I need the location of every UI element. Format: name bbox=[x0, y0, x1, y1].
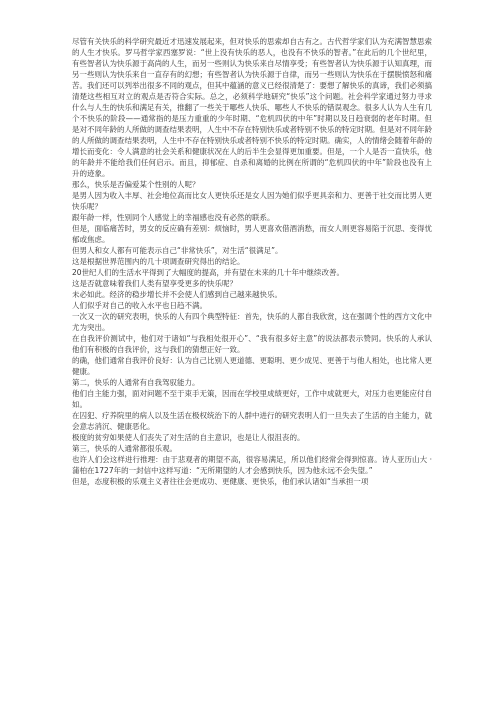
paragraph: 但是，面临痛苦时，男女的反应确有差别：烦恼时，男人更喜欢借酒消愁，而女人则更容易陷于沉思、变得忧郁或焦虑。 bbox=[72, 224, 432, 244]
paragraph: 在囚犯、疗养院里的病人以及生活在极权统治下的人群中进行的研究表明人们一旦失去了生活的自主能力，就会意志消沉、健康恶化。 bbox=[72, 411, 432, 431]
paragraph: 但是，态度积极的乐观主义者往往会更成功、更健康、更快乐，他们承认诸如“当承担一项 bbox=[72, 477, 369, 486]
paragraph: 第三，快乐的人通常都很乐观。 bbox=[72, 444, 177, 453]
paragraph: 但男人和女人都有可能表示自己“非常快乐”，对生活“很满足”。 bbox=[72, 246, 283, 255]
paragraph: 在自我评价测试中，他们对于诸如“与我相处很开心”、“我有很多好主意”的说法都表示赞同。快乐的人承认他们有积极的自我评价，这与我们的猜想正好一致。 bbox=[72, 334, 432, 354]
paragraph: 这是否就意味着我们人类有望享受更多的快乐呢？ bbox=[72, 279, 237, 288]
paragraph: 一次又一次的研究表明，快乐的人有四个典型特征：首先，快乐的人都自我欣赏，这在强调个性的西方文化中尤为突出。 bbox=[72, 312, 432, 332]
paragraph: 人们似乎对自己的收入水平也日趋不满。 bbox=[72, 301, 207, 310]
paragraph: 的确，他们通常自我评价良好：认为自己比别人更道德、更聪明、更少成见、更善于与他人相处，也比常人更健康。 bbox=[72, 356, 432, 376]
paragraph: 这是根据世界范围内的几十项调查研究得出的结论。 bbox=[72, 257, 245, 266]
paragraph: 20世纪人们的生活水平得到了大幅度的提高，并有望在未来的几十年中继续改善。 bbox=[72, 268, 345, 277]
document-body bbox=[72, 36, 432, 487]
paragraph: 第二，快乐的人通常有自我驾驭能力。 bbox=[72, 378, 200, 387]
paragraph: 尽管有关快乐的科学研究最近才迅速发展起来，但对快乐的思索却自古有之。古代哲学家们认为充满智慧思索的人生才快乐。罗马哲学家西塞罗说：“世上没有快乐的恶人，也没有不快乐的智者。”在此后的几个世纪里，有些智者认为快乐源于高尚的人生，而另一些则认为快乐来自尽情享受；有些智者认为快乐源于认知真理，而另一些则认为快乐来自一直存有的幻想；有些智者认为快乐源于自律，而另一些则认为快乐在于摆脱愤怒和痛苦。我们还可以列举出很多不同的观点，但其中蕴涵的意义已经很清楚了：要想了解快乐的真谛，我们必须搞清楚这些相互对立的观点是否符合实际。总之，必须科学地研究“快乐”这个问题。社会科学家通过努力寻求什么与人生的快乐和满足有关，推翻了一些关于哪些人快乐、哪些人不快乐的错误观念。很多人认为人生有几个不快乐的阶段——通常指的是压力重重的少年时期、“危机四伏的中年”时期以及日趋衰弱的老年时期。但是对不同年龄的人所做的调查结果表明，人生中不存在特别快乐或者特别不快乐的特定时期。但是对不同年龄的人所做的调查结果表明，人生中不存在特别快乐或者特别不快乐的特定时期。确实，人的情绪会随着年龄的增长而变化：令人满意的社会关系和健康状况在人的后半生会显得更加重要。但是，一个人是否一直快乐，他的年龄并不能给我们任何启示。而且，抑郁症、自杀和离婚的比例在所谓的“危机四伏的中年”阶段也没有上升的迹象。 bbox=[72, 37, 432, 178]
paragraph: 未必如此。经济的稳步增长并不会使人们感到自己越来越快乐。 bbox=[72, 290, 282, 299]
paragraph: 他们自主能力强，面对问题不至于束手无策，因而在学校里成绩更好，工作中成就更大，对压力也更能应付自如。 bbox=[72, 389, 432, 409]
paragraph: 跟年龄一样，性别同个人感觉上的幸福感也没有必然的联系。 bbox=[72, 213, 275, 222]
paragraph: 是男人因为收入丰厚、社会地位高而比女人更快乐还是女人因为她们似乎更具亲和力、更善于社交而比男人更快乐呢？ bbox=[72, 191, 432, 211]
paragraph: 也许人们会这样进行推理：由于悲观者的期望不高，很容易满足，所以他们经常会得到惊喜。诗人亚历山大 · 蒲柏在1727年的一封信中这样写道：“无所期望的人才会感到快乐，因为他永远不会失望。” bbox=[72, 455, 432, 475]
paragraph: 那么，快乐是否偏爱某个性别的人呢？ bbox=[72, 180, 200, 189]
paragraph: 极度的贫穷如果使人们丧失了对生活的自主意识，也是让人很沮丧的。 bbox=[72, 433, 305, 442]
